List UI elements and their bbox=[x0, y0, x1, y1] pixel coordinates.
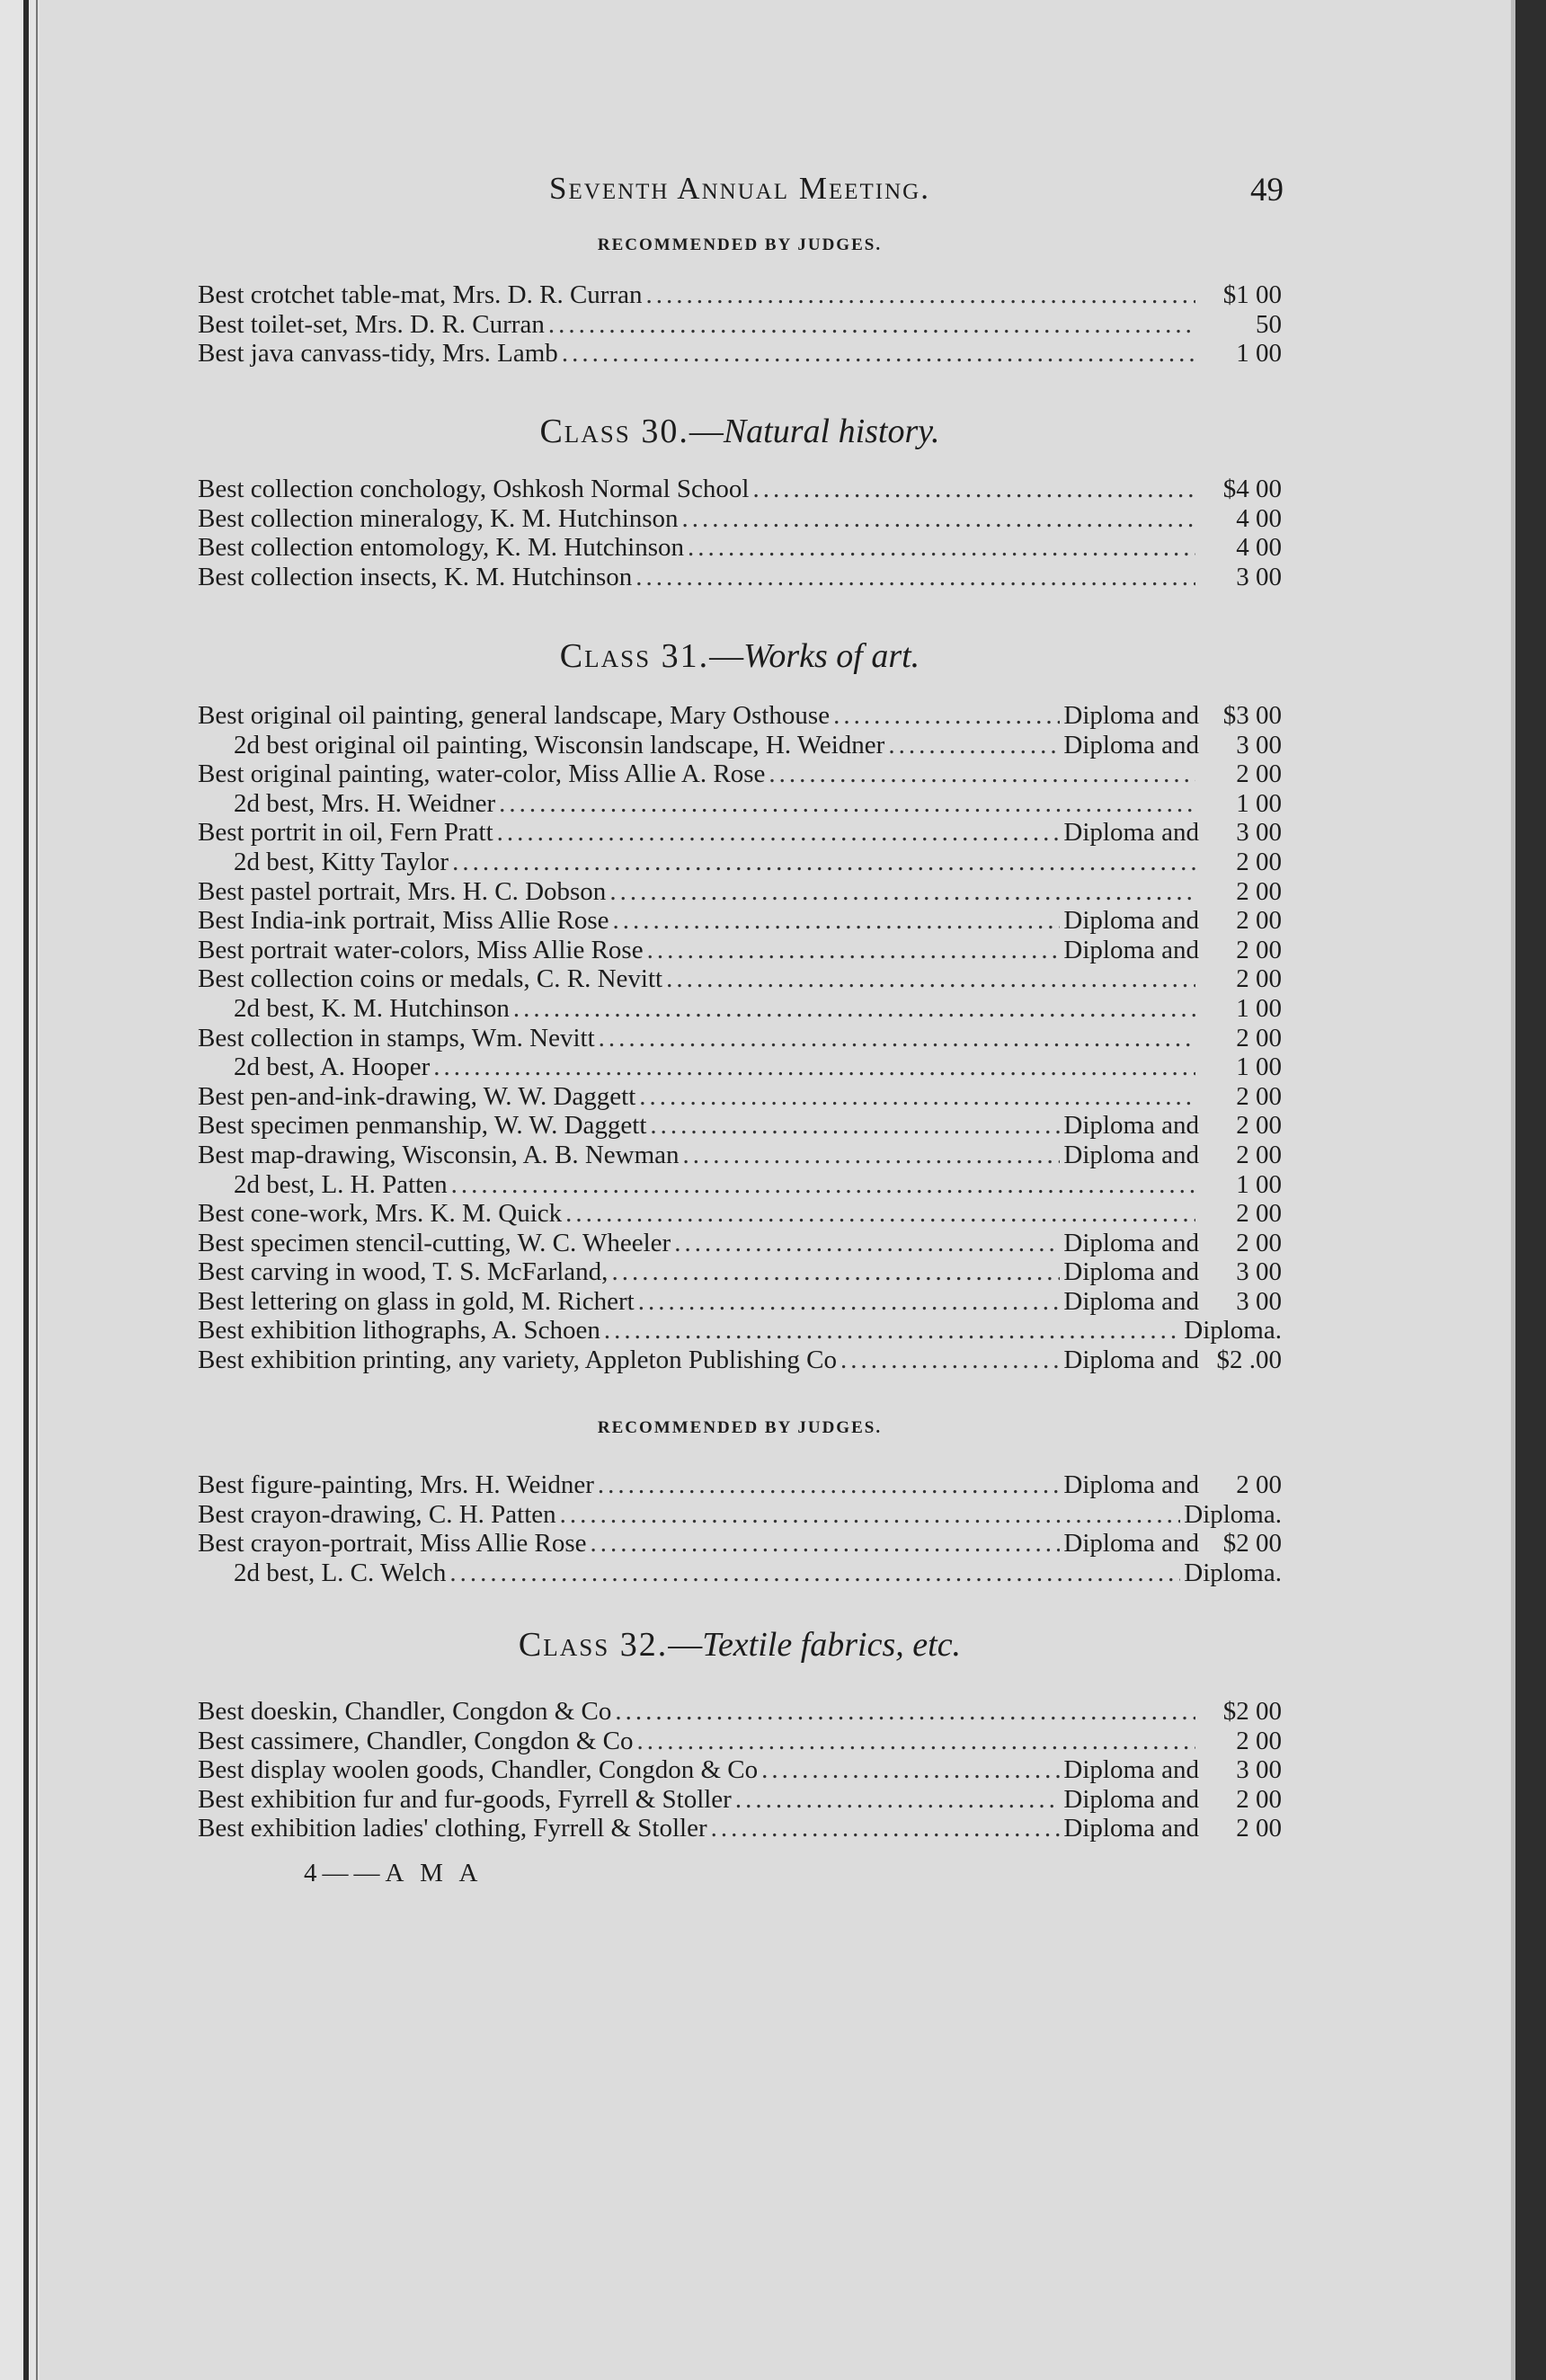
award-prize bbox=[1199, 563, 1282, 592]
award-description: Best display woolen goods, Chandler, Congdon & Co bbox=[198, 1755, 759, 1785]
award-entry bbox=[198, 1697, 1282, 1727]
class-31-heading bbox=[198, 636, 1282, 676]
award-description: Best carving in wood, T. S. McFarland, bbox=[198, 1257, 609, 1287]
prize-type: Diploma and bbox=[1063, 1345, 1199, 1375]
award-prize bbox=[1184, 1559, 1282, 1588]
section-subhead: RECOMMENDED BY JUDGES. bbox=[597, 235, 883, 254]
award-entry bbox=[198, 1287, 1282, 1317]
prize-type: Diploma and bbox=[1063, 1814, 1199, 1843]
award-entry bbox=[198, 1199, 1282, 1229]
class-title: Textile fabrics, etc. bbox=[702, 1626, 962, 1664]
award-description: Best cone-work, Mrs. K. M. Quick bbox=[198, 1199, 563, 1229]
binding-margin bbox=[0, 0, 40, 2380]
prize-type: Diploma and bbox=[1063, 1228, 1199, 1257]
running-title: Seventh Annual Meeting. bbox=[549, 171, 930, 206]
award-prize bbox=[1063, 1257, 1282, 1287]
award-description: Best toilet-set, Mrs. D. R. Curran bbox=[198, 309, 545, 339]
prize-amount: 3 00 bbox=[1236, 730, 1282, 759]
leader-dots bbox=[647, 936, 1061, 965]
leader-dots bbox=[650, 1111, 1060, 1141]
award-prize bbox=[1063, 1111, 1282, 1141]
award-entry bbox=[198, 877, 1282, 907]
award-prize bbox=[1199, 1199, 1282, 1229]
award-entry bbox=[198, 1082, 1282, 1112]
award-description: 2d best, Kitty Taylor bbox=[234, 847, 449, 876]
leader-dots bbox=[711, 1814, 1061, 1843]
leader-dots bbox=[599, 1024, 1195, 1053]
prize-amount: 50 bbox=[1256, 309, 1282, 339]
page-number: 49 bbox=[1250, 172, 1284, 209]
award-description: 2d best, K. M. Hutchinson bbox=[234, 993, 510, 1023]
award-entry bbox=[198, 310, 1282, 340]
award-prize bbox=[1199, 1024, 1282, 1053]
award-description: Best collection mineralogy, K. M. Hutchinson bbox=[198, 503, 679, 533]
award-entry bbox=[198, 1529, 1282, 1559]
award-prize bbox=[1063, 1814, 1282, 1843]
prize-amount: 2 00 bbox=[1236, 1023, 1282, 1052]
award-prize bbox=[1063, 1229, 1282, 1258]
prize-amount: 2 00 bbox=[1236, 1814, 1282, 1843]
award-description: Best specimen stencil-cutting, W. C. Wheeler bbox=[198, 1228, 671, 1257]
award-description: Best collection coins or medals, C. R. Nevitt bbox=[198, 964, 663, 994]
award-entry bbox=[198, 964, 1282, 994]
leader-dots bbox=[769, 759, 1195, 789]
class-30-heading bbox=[198, 412, 1282, 451]
leader-dots bbox=[513, 994, 1195, 1024]
award-prize bbox=[1063, 701, 1282, 731]
award-prize bbox=[1199, 339, 1282, 369]
prize-type: Diploma and bbox=[1063, 1140, 1199, 1169]
leader-dots bbox=[604, 1316, 1180, 1345]
prize-amount: 2 00 bbox=[1236, 1726, 1282, 1755]
award-entry bbox=[198, 789, 1282, 819]
leader-dots bbox=[560, 1500, 1181, 1530]
prize-amount: 3 00 bbox=[1236, 562, 1282, 591]
signature-mark: 4——A M A bbox=[304, 1859, 484, 1887]
prize-amount: 2 00 bbox=[1236, 1111, 1282, 1141]
award-prize bbox=[1063, 1755, 1282, 1785]
prize-type: Diploma and bbox=[1063, 818, 1199, 848]
leader-dots bbox=[452, 848, 1195, 877]
leader-dots bbox=[761, 1755, 1060, 1785]
award-entry bbox=[198, 848, 1282, 877]
prize-amount: 2 00 bbox=[1236, 847, 1282, 876]
class-32-heading bbox=[198, 1625, 1282, 1665]
prize-type: Diploma and bbox=[1063, 906, 1199, 936]
leader-dots bbox=[565, 1199, 1195, 1229]
award-description: Best crotchet table-mat, Mrs. D. R. Curran bbox=[198, 280, 643, 309]
award-prize bbox=[1184, 1316, 1282, 1345]
prize-amount: 3 00 bbox=[1236, 1286, 1282, 1316]
leader-dots bbox=[609, 877, 1195, 907]
award-prize bbox=[1199, 964, 1282, 994]
prize-type: Diploma and bbox=[1063, 1784, 1199, 1814]
prize-amount: 2 00 bbox=[1236, 964, 1282, 994]
leader-dots bbox=[666, 964, 1195, 994]
award-description: Best exhibition ladies' clothing, Fyrrell & Stoller bbox=[198, 1814, 707, 1843]
award-description: Best crayon-portrait, Miss Allie Rose bbox=[198, 1529, 587, 1559]
prize-amount: 2 00 bbox=[1236, 876, 1282, 906]
award-entry bbox=[198, 1052, 1282, 1082]
prize-amount: 3 00 bbox=[1236, 1257, 1282, 1287]
award-prize bbox=[1063, 906, 1282, 936]
award-description: Best exhibition lithographs, A. Schoen bbox=[198, 1316, 600, 1345]
award-entry bbox=[198, 1257, 1282, 1287]
leader-dots bbox=[591, 1529, 1061, 1559]
award-prize bbox=[1063, 1141, 1282, 1170]
entry-list bbox=[198, 475, 1282, 591]
leader-dots bbox=[833, 701, 1060, 731]
class-dash: — bbox=[709, 637, 744, 675]
award-entry bbox=[198, 1229, 1282, 1258]
award-entry bbox=[198, 759, 1282, 789]
leader-dots bbox=[735, 1785, 1061, 1815]
class-label: Class 31. bbox=[559, 637, 710, 675]
prize-amount: $2 00 bbox=[1222, 1529, 1282, 1559]
award-prize bbox=[1199, 994, 1282, 1024]
award-entry bbox=[198, 1470, 1282, 1500]
award-prize bbox=[1063, 731, 1282, 760]
entry-list bbox=[198, 1470, 1282, 1587]
prize-amount: 1 00 bbox=[1236, 339, 1282, 369]
leader-dots bbox=[499, 789, 1195, 819]
class-title: Natural history. bbox=[723, 413, 940, 450]
award-entry bbox=[198, 818, 1282, 848]
award-description: Best specimen penmanship, W. W. Daggett bbox=[198, 1111, 647, 1141]
award-description: Best cassimere, Chandler, Congdon & Co bbox=[198, 1726, 634, 1755]
award-entry bbox=[198, 504, 1282, 534]
award-prize bbox=[1184, 1500, 1282, 1530]
award-description: Best lettering on glass in gold, M. Richert bbox=[198, 1286, 635, 1316]
class-label: Class 32. bbox=[518, 1626, 669, 1664]
award-prize bbox=[1063, 1529, 1282, 1559]
leader-dots bbox=[433, 1052, 1195, 1082]
award-description: Best collection insects, K. M. Hutchinson bbox=[198, 562, 633, 591]
prize-type: Diploma and bbox=[1063, 730, 1199, 759]
award-description: Best map-drawing, Wisconsin, A. B. Newman bbox=[198, 1140, 680, 1169]
leader-dots bbox=[613, 906, 1061, 936]
award-entry bbox=[198, 280, 1282, 310]
prize-amount: 2 00 bbox=[1236, 1199, 1282, 1229]
award-description: 2d best original oil painting, Wisconsin landscape, H. Weidner bbox=[234, 730, 885, 759]
prize-amount: $3 00 bbox=[1222, 701, 1282, 730]
award-description: Best portrait water-colors, Miss Allie Rose bbox=[198, 935, 644, 964]
award-description: Best collection entomology, K. M. Hutchinson bbox=[198, 533, 685, 563]
class-dash: — bbox=[668, 1626, 703, 1664]
prize-amount: 2 00 bbox=[1236, 759, 1282, 789]
prize-amount: 1 00 bbox=[1236, 993, 1282, 1023]
prize-amount: 4 00 bbox=[1236, 533, 1282, 563]
leader-dots bbox=[752, 475, 1195, 504]
prize-type: Diploma and bbox=[1063, 1529, 1199, 1559]
prize-amount: 2 00 bbox=[1236, 906, 1282, 936]
prize-amount: 3 00 bbox=[1236, 818, 1282, 848]
binding-rule bbox=[23, 0, 29, 2380]
section-subhead: RECOMMENDED BY JUDGES. bbox=[597, 1418, 883, 1437]
leader-dots bbox=[682, 504, 1195, 534]
prize-amount: 2 00 bbox=[1236, 1784, 1282, 1814]
prize-type: Diploma. bbox=[1184, 1316, 1282, 1345]
prize-amount: $4 00 bbox=[1222, 475, 1282, 503]
award-entry bbox=[198, 701, 1282, 731]
prize-type: Diploma and bbox=[1063, 1755, 1199, 1785]
award-entry bbox=[198, 1024, 1282, 1053]
award-prize bbox=[1199, 1697, 1282, 1727]
award-description: Best crayon-drawing, C. H. Patten bbox=[198, 1499, 556, 1529]
leader-dots bbox=[688, 533, 1195, 563]
award-description: Best pen-and-ink-drawing, W. W. Daggett bbox=[198, 1081, 636, 1111]
prize-type: Diploma and bbox=[1063, 1111, 1199, 1141]
prize-type: Diploma and bbox=[1063, 1257, 1199, 1287]
award-description: 2d best, L. C. Welch bbox=[234, 1558, 447, 1587]
award-prize bbox=[1063, 1470, 1282, 1500]
award-description: Best java canvass-tidy, Mrs. Lamb bbox=[198, 339, 558, 369]
leader-dots bbox=[683, 1141, 1061, 1170]
leader-dots bbox=[646, 280, 1196, 310]
prize-amount: $2 00 bbox=[1222, 1697, 1282, 1726]
leader-dots bbox=[674, 1229, 1060, 1258]
prize-type: Diploma and bbox=[1063, 1470, 1199, 1499]
award-entry bbox=[198, 1500, 1282, 1530]
award-entry bbox=[198, 475, 1282, 504]
leader-dots bbox=[840, 1345, 1060, 1375]
award-description: Best original oil painting, general landscape, Mary Osthouse bbox=[198, 701, 831, 730]
leader-dots bbox=[611, 1257, 1060, 1287]
class-dash: — bbox=[689, 413, 724, 450]
award-description: 2d best, Mrs. H. Weidner bbox=[234, 788, 496, 818]
award-prize bbox=[1199, 877, 1282, 907]
award-entry bbox=[198, 731, 1282, 760]
award-description: Best India-ink portrait, Miss Allie Rose bbox=[198, 906, 609, 936]
leader-dots bbox=[638, 1287, 1061, 1317]
prize-amount: $2 .00 bbox=[1216, 1345, 1282, 1375]
prize-amount: 3 00 bbox=[1236, 1755, 1282, 1785]
prize-amount: 1 00 bbox=[1236, 1169, 1282, 1199]
leader-dots bbox=[548, 310, 1195, 340]
prize-amount: 2 00 bbox=[1236, 1228, 1282, 1257]
binding-rule-thin bbox=[36, 0, 38, 2380]
award-prize bbox=[1063, 1345, 1282, 1375]
award-prize bbox=[1063, 936, 1282, 965]
leader-dots bbox=[635, 563, 1195, 592]
class-title: Works of art. bbox=[743, 637, 920, 675]
leader-dots bbox=[637, 1727, 1195, 1756]
award-prize bbox=[1063, 818, 1282, 848]
award-entry bbox=[198, 994, 1282, 1024]
prize-type: Diploma. bbox=[1184, 1558, 1282, 1587]
leader-dots bbox=[598, 1470, 1060, 1500]
award-entry bbox=[198, 1141, 1282, 1170]
award-prize bbox=[1199, 759, 1282, 789]
award-prize bbox=[1199, 1052, 1282, 1082]
award-prize bbox=[1063, 1287, 1282, 1317]
award-description: Best exhibition printing, any variety, Appleton Publishing Co bbox=[198, 1345, 837, 1375]
award-description: 2d best, L. H. Patten bbox=[234, 1169, 448, 1199]
award-prize bbox=[1199, 1170, 1282, 1200]
award-entry bbox=[198, 533, 1282, 563]
award-entry bbox=[198, 936, 1282, 965]
award-entry bbox=[198, 1170, 1282, 1200]
award-entry bbox=[198, 1345, 1282, 1375]
award-prize bbox=[1199, 280, 1282, 310]
award-prize bbox=[1199, 475, 1282, 504]
leader-dots bbox=[451, 1170, 1195, 1200]
page-edge bbox=[1515, 0, 1546, 2380]
award-description: Best collection in stamps, Wm. Nevitt bbox=[198, 1023, 595, 1052]
award-prize bbox=[1199, 504, 1282, 534]
leader-dots bbox=[888, 731, 1060, 760]
award-description: 2d best, A. Hooper bbox=[234, 1052, 431, 1082]
prize-type: Diploma and bbox=[1063, 701, 1199, 730]
award-description: Best exhibition fur and fur-goods, Fyrrell & Stoller bbox=[198, 1784, 732, 1814]
award-entry bbox=[198, 1559, 1282, 1588]
leader-dots bbox=[562, 339, 1195, 369]
leader-dots bbox=[497, 818, 1061, 848]
award-entry bbox=[198, 1316, 1282, 1345]
award-entry bbox=[198, 1755, 1282, 1785]
prize-amount: $1 00 bbox=[1222, 280, 1282, 309]
entry-list bbox=[198, 1697, 1282, 1843]
leader-dots bbox=[615, 1697, 1195, 1727]
award-prize bbox=[1063, 1785, 1282, 1815]
prize-type: Diploma and bbox=[1063, 1286, 1199, 1316]
entry-list bbox=[198, 701, 1282, 1375]
entry-list bbox=[198, 280, 1282, 369]
award-description: Best collection conchology, Oshkosh Normal School bbox=[198, 475, 750, 503]
prize-amount: 1 00 bbox=[1236, 1052, 1282, 1082]
prize-amount: 4 00 bbox=[1236, 503, 1282, 533]
award-description: Best original painting, water-color, Miss Allie A. Rose bbox=[198, 759, 766, 789]
prize-amount: 2 00 bbox=[1236, 1140, 1282, 1169]
award-entry bbox=[198, 1111, 1282, 1141]
leader-dots bbox=[639, 1082, 1195, 1112]
award-prize bbox=[1199, 533, 1282, 563]
prize-type: Diploma. bbox=[1184, 1499, 1282, 1529]
class-label: Class 30. bbox=[539, 413, 689, 450]
award-description: Best portrit in oil, Fern Pratt bbox=[198, 818, 493, 848]
award-prize bbox=[1199, 310, 1282, 340]
award-entry bbox=[198, 1727, 1282, 1756]
award-prize bbox=[1199, 1082, 1282, 1112]
award-entry bbox=[198, 1814, 1282, 1843]
prize-amount: 1 00 bbox=[1236, 788, 1282, 818]
award-entry bbox=[198, 906, 1282, 936]
running-head bbox=[198, 171, 1282, 216]
prize-amount: 2 00 bbox=[1236, 1470, 1282, 1499]
award-prize bbox=[1199, 848, 1282, 877]
award-description: Best doeskin, Chandler, Congdon & Co bbox=[198, 1697, 612, 1726]
prize-amount: 2 00 bbox=[1236, 1081, 1282, 1111]
prize-type: Diploma and bbox=[1063, 935, 1199, 964]
award-entry bbox=[198, 339, 1282, 369]
award-prize bbox=[1199, 789, 1282, 819]
award-entry bbox=[198, 1785, 1282, 1815]
award-entry bbox=[198, 563, 1282, 592]
award-prize bbox=[1199, 1727, 1282, 1756]
leader-dots bbox=[449, 1559, 1180, 1588]
prize-amount: 2 00 bbox=[1236, 935, 1282, 964]
award-description: Best figure-painting, Mrs. H. Weidner bbox=[198, 1470, 594, 1499]
award-description: Best pastel portrait, Mrs. H. C. Dobson bbox=[198, 876, 607, 906]
